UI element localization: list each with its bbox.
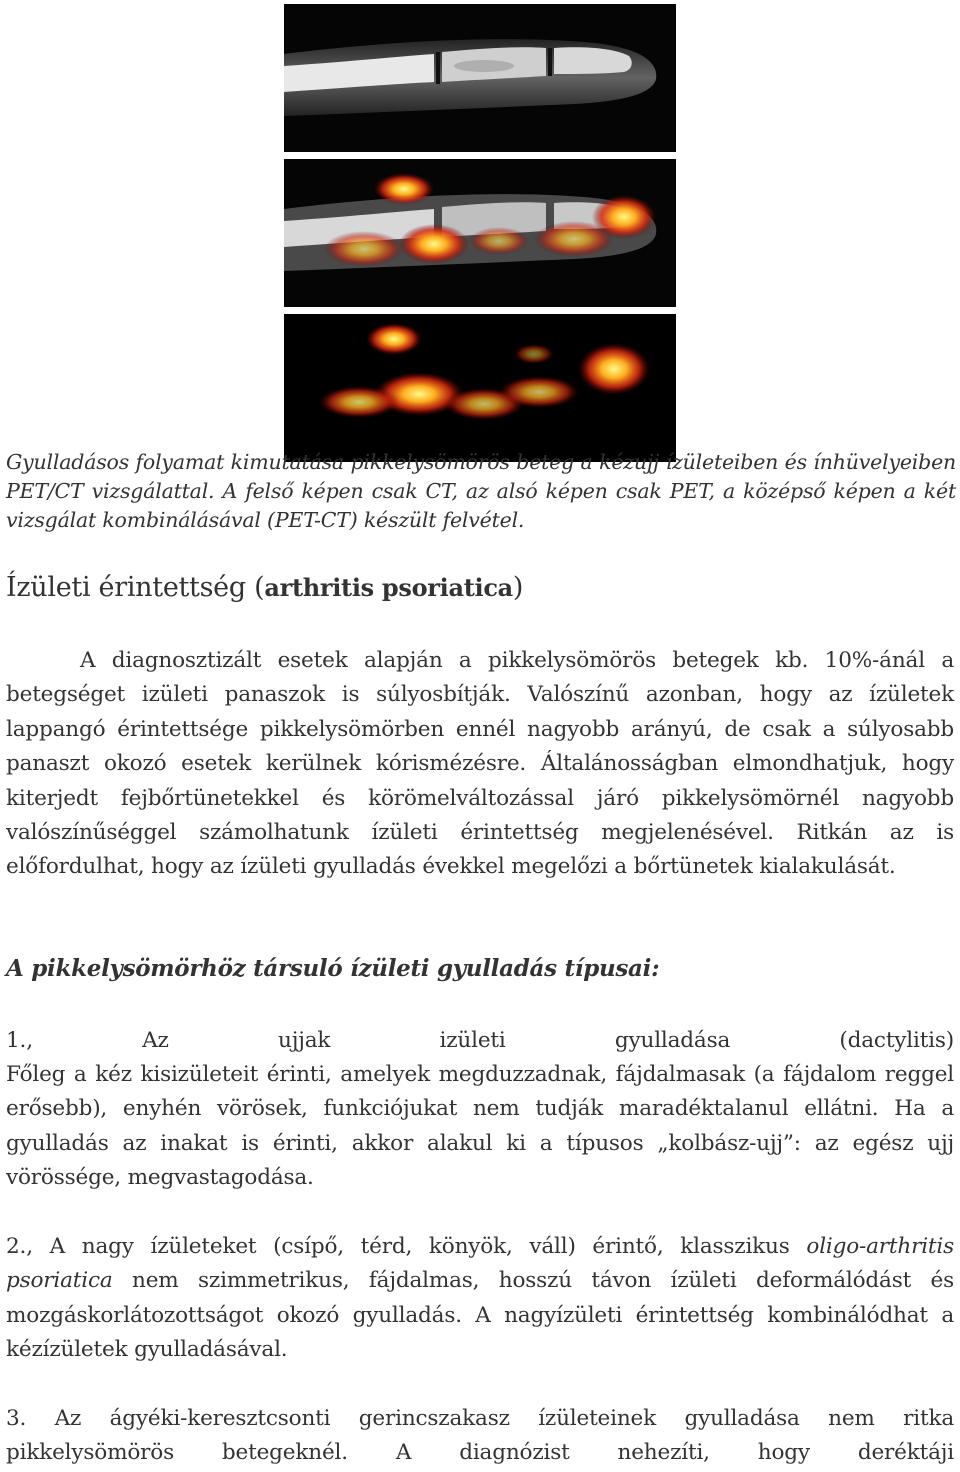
pet-panel xyxy=(284,314,676,462)
ct-panel xyxy=(284,4,676,152)
pet-ct-panel xyxy=(284,159,676,307)
type1-body: Főleg a kéz kisizületeit érinti, amelyek megduzzadnak, fájdalmasak (a fájdalom reggel erősebb), enyhén vörösek, funkciójukat nem tudják maradéktalanul ellátni. Ha a gyulladás az inakat is érinti, akkor alakul ki a típusos „kolbász-ujj”: az egész ujj vörössége, megvastagodása. xyxy=(6,1062,954,1191)
intro-paragraph: A diagnosztizált esetek alapján a pikkelysömörös betegek kb. 10%-ánál a betegséget izületi panaszok is súlyosbítják. Valószínű azonban, hogy az ízületek lappangó érintettsége pikkelysömörben ennél nagyobb arányú, de csak a súlyosabb panaszt okozó esetek kerülnek kórismézésre. Általánosságban elmondhatjuk, hogy kiterjedt fejbőrtünetekkel és körömelváltozással járó pikkelysömörnél nagyobb valószínűséggel számolhatunk ízületi érintettség megjelenésével. Ritkán az is előfordulhat, hogy az ízületi gyulladás évekkel megelőzi a bőrtünetek kialakulását. xyxy=(6,648,954,880)
type3-paragraph: 3. Az ágyéki-keresztcsonti gerincszakasz ízületeinek gyulladása nem ritka pikkelysömörös betegeknél. A diagnózist nehezíti, hogy deréktáji xyxy=(6,1406,954,1466)
section-heading: Ízületi érintettség (arthritis psoriatica) xyxy=(6,572,524,603)
types-heading: A pikkelysömörhöz társuló ízületi gyulladás típusai: xyxy=(6,955,660,982)
type1-title: 1., Az ujjak izületi gyulladása (dactylitis) xyxy=(6,1028,954,1053)
type2-paragraph: 2., A nagy ízületeket (csípő, térd, könyök, váll) érintő, klasszikus oligo-arthritis psoriatica nem szimmetrikus, fájdalmas, hosszú távon ízületi deformálódást és mozgáskorlátozottságot okozó gyulladás. A nagyízületi érintettség kombinálódhat a kézízületek gyulladásával. xyxy=(6,1234,954,1363)
pet-ct-figure xyxy=(284,4,676,462)
figure-caption: Gyulladásos folyamat kimutatása pikkelysömörös beteg a kézujj ízületeiben és ínhüvelyeiben PET/CT vizsgálattal. A felső képen csak CT, az alsó képen csak PET, a középső képen a két vizsgálat kombinálásával (PET-CT) készült felvétel. xyxy=(6,450,956,532)
